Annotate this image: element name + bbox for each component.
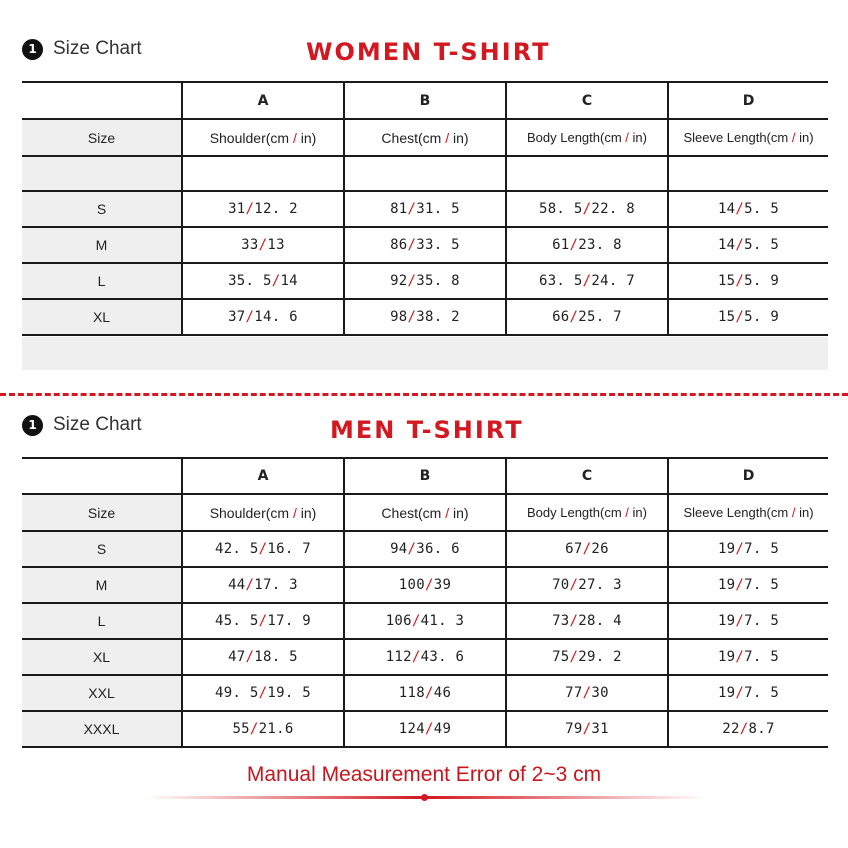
letter-a: A (182, 82, 344, 119)
measurement-cell: 31/12. 2 (182, 191, 344, 227)
section-divider (0, 393, 848, 396)
measurement-note: Manual Measurement Error of 2~3 cm (246, 763, 602, 786)
measurement-cell: 14/5. 5 (668, 227, 828, 263)
letter-b: B (344, 82, 506, 119)
shoulder-header: Shoulder(cm / in) (182, 494, 344, 531)
letter-d: D (668, 82, 828, 119)
table-row (22, 227, 828, 263)
table-row (22, 603, 828, 639)
empty-corner (22, 458, 182, 494)
size-cell: XXL (22, 675, 182, 711)
measurement-cell: 19/7. 5 (668, 603, 828, 639)
table-row (22, 531, 828, 567)
measurement-cell: 106/41. 3 (344, 603, 506, 639)
measurement-cell: 19/7. 5 (668, 567, 828, 603)
letter-d: D (668, 458, 828, 494)
measurement-cell: 15/5. 9 (668, 263, 828, 299)
note-dot (421, 794, 428, 801)
size-cell: S (22, 191, 182, 227)
women-title: WOMEN T-SHIRT (306, 38, 551, 66)
measurement-cell: 35. 5/14 (182, 263, 344, 299)
number-one-icon: 1 (22, 415, 43, 436)
column-header-row (22, 494, 828, 531)
measurement-cell: 47/18. 5 (182, 639, 344, 675)
women-size-table (22, 81, 828, 336)
table-row (22, 299, 828, 335)
measurement-cell: 66/25. 7 (506, 299, 668, 335)
women-rows (22, 191, 828, 335)
measurement-cell: 19/7. 5 (668, 639, 828, 675)
measurement-cell: 19/7. 5 (668, 531, 828, 567)
measurement-cell: 79/31 (506, 711, 668, 747)
table-row (22, 711, 828, 747)
measurement-cell: 14/5. 5 (668, 191, 828, 227)
men-title: MEN T-SHIRT (330, 416, 524, 444)
size-chart-text: Size Chart (53, 38, 142, 59)
sleeve-length-header: Sleeve Length(cm / in) (668, 494, 828, 531)
shoulder-header: Shoulder(cm / in) (182, 119, 344, 156)
size-header: Size (22, 119, 182, 156)
measurement-cell: 33/13 (182, 227, 344, 263)
measurement-cell: 19/7. 5 (668, 675, 828, 711)
measurement-cell: 49. 5/19. 5 (182, 675, 344, 711)
measurement-cell: 37/14. 6 (182, 299, 344, 335)
men-size-chart-label (22, 414, 142, 436)
size-cell: L (22, 263, 182, 299)
men-size-table (22, 457, 828, 748)
measurement-cell: 42. 5/16. 7 (182, 531, 344, 567)
size-cell: M (22, 227, 182, 263)
letter-row (22, 458, 828, 494)
women-size-chart-label (22, 38, 142, 60)
measurement-cell: 63. 5/24. 7 (506, 263, 668, 299)
measurement-cell: 118/46 (344, 675, 506, 711)
letter-c: C (506, 458, 668, 494)
size-cell: M (22, 567, 182, 603)
size-cell: XL (22, 639, 182, 675)
measurement-cell: 45. 5/17. 9 (182, 603, 344, 639)
table-row (22, 263, 828, 299)
table-row (22, 675, 828, 711)
blank-row (22, 156, 828, 191)
column-header-row (22, 119, 828, 156)
measurement-cell: 61/23. 8 (506, 227, 668, 263)
measurement-cell: 124/49 (344, 711, 506, 747)
size-cell: L (22, 603, 182, 639)
size-cell: S (22, 531, 182, 567)
measurement-cell: 100/39 (344, 567, 506, 603)
chest-header: Chest(cm / in) (344, 119, 506, 156)
letter-a: A (182, 458, 344, 494)
body-length-header: Body Length(cm / in) (506, 119, 668, 156)
measurement-cell: 112/43. 6 (344, 639, 506, 675)
size-chart-text: Size Chart (53, 414, 142, 435)
letter-c: C (506, 82, 668, 119)
measurement-cell: 22/8.7 (668, 711, 828, 747)
measurement-cell: 55/21.6 (182, 711, 344, 747)
table-row (22, 639, 828, 675)
size-cell: XXXL (22, 711, 182, 747)
measurement-cell: 58. 5/22. 8 (506, 191, 668, 227)
size-cell: XL (22, 299, 182, 335)
chest-header: Chest(cm / in) (344, 494, 506, 531)
women-footer-band (22, 337, 828, 370)
measurement-cell: 94/36. 6 (344, 531, 506, 567)
table-row (22, 191, 828, 227)
letter-row (22, 82, 828, 119)
empty-corner (22, 82, 182, 119)
measurement-cell: 92/35. 8 (344, 263, 506, 299)
measurement-cell: 81/31. 5 (344, 191, 506, 227)
measurement-cell: 98/38. 2 (344, 299, 506, 335)
measurement-cell: 15/5. 9 (668, 299, 828, 335)
measurement-cell: 75/29. 2 (506, 639, 668, 675)
number-one-icon: 1 (22, 39, 43, 60)
body-length-header: Body Length(cm / in) (506, 494, 668, 531)
measurement-cell: 73/28. 4 (506, 603, 668, 639)
size-header: Size (22, 494, 182, 531)
measurement-cell: 67/26 (506, 531, 668, 567)
table-row (22, 567, 828, 603)
measurement-cell: 86/33. 5 (344, 227, 506, 263)
measurement-cell: 77/30 (506, 675, 668, 711)
measurement-cell: 70/27. 3 (506, 567, 668, 603)
sleeve-length-header: Sleeve Length(cm / in) (668, 119, 828, 156)
men-rows (22, 531, 828, 747)
letter-b: B (344, 458, 506, 494)
measurement-cell: 44/17. 3 (182, 567, 344, 603)
